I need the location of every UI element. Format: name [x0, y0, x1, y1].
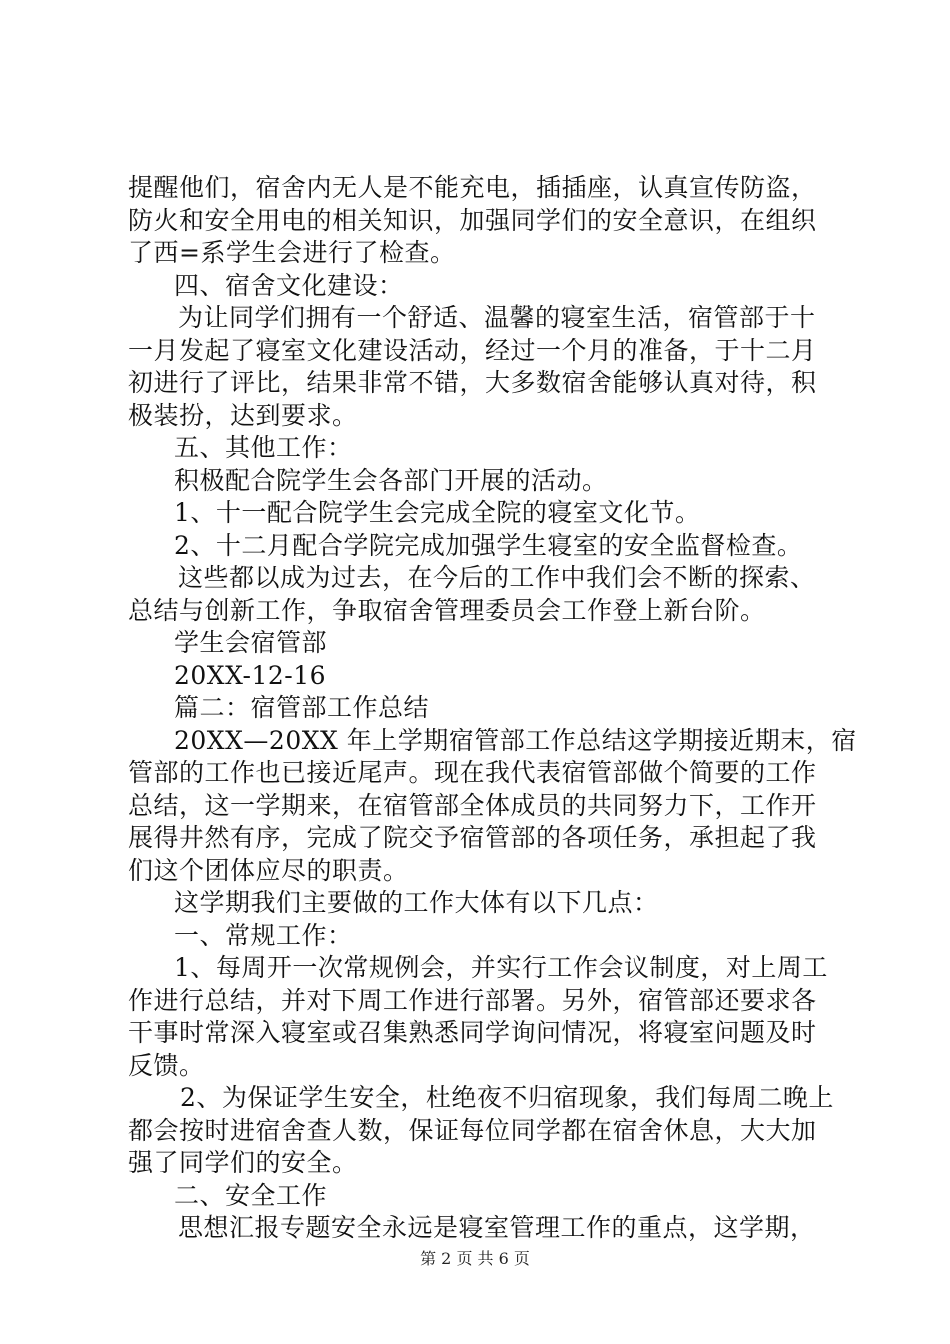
text-line: 1、十一配合院学生会完成全院的寝室文化节。 [174, 498, 701, 527]
text-line: 五、其他工作： [174, 433, 353, 462]
text-line: 初进行了评比，结果非常不错，大多数宿舍能够认真对待，积 [128, 368, 817, 397]
text-line: 二、安全工作 [174, 1180, 328, 1210]
text-line: 一、常规工作： [174, 920, 353, 950]
text-line: 防火和安全用电的相关知识，加强同学们的安全意识，在组织 [128, 205, 817, 235]
text-line: 都会按时进宿舍查人数，保证每位同学都在宿舍休息，大大加 [128, 1115, 817, 1145]
text-line: 积极配合院学生会各部门开展的活动。 [174, 465, 608, 495]
text-line: 干事时常深入寝室或召集熟悉同学询问情况，将寝室问题及时 [128, 1018, 817, 1047]
text-line: 四、宿舍文化建设： [174, 270, 404, 300]
text-line: 们这个团体应尽的职责。 [128, 855, 409, 885]
text-line: 20XX-12-16 [174, 660, 327, 690]
text-line: 一月发起了寝室文化建设活动，经过一个月的准备，于十二月 [128, 335, 817, 365]
text-line: 提醒他们，宿舍内无人是不能充电，插插座，认真宣传防盗， [128, 173, 817, 202]
text-line: 了西=系学生会进行了检查。 [128, 238, 456, 267]
text-line: 作进行总结，并对下周工作进行部署。另外，宿管部还要求各 [128, 985, 817, 1015]
text-line: 篇二：宿管部工作总结 [174, 693, 430, 722]
text-line: 极装扮，达到要求。 [128, 400, 358, 430]
text-line: 2、十二月配合学院完成加强学生寝室的安全监督检查。 [174, 530, 803, 560]
text-line: 反馈。 [128, 1050, 205, 1080]
text-line: 1、每周开一次常规例会，并实行工作会议制度，对上周工 [174, 953, 828, 982]
text-line: 这学期我们主要做的工作大体有以下几点： [174, 888, 659, 917]
text-line: 展得井然有序，完成了院交予宿管部的各项任务，承担起了我 [128, 823, 817, 852]
text-line: 总结与创新工作，争取宿舍管理委员会工作登上新台阶。 [128, 595, 766, 625]
text-line: 学生会宿管部 [174, 628, 328, 657]
text-line: 强了同学们的安全。 [128, 1148, 358, 1177]
text-line: 20XX—20XX 年上学期宿管部工作总结这学期接近期末，宿 [174, 725, 857, 755]
text-line: 这些都以成为过去，在今后的工作中我们会不断的探索、 [178, 563, 816, 592]
text-line: 思想汇报专题安全永远是寝室管理工作的重点，这学期， [178, 1213, 816, 1242]
text-line: 总结，这一学期来，在宿管部全体成员的共同努力下，工作开 [128, 790, 817, 820]
page-footer: 第 2 页 共 6 页 [420, 1249, 530, 1268]
text-line: 管部的工作也已接近尾声。现在我代表宿管部做个简要的工作 [128, 758, 817, 787]
text-line: 为让同学们拥有一个舒适、温馨的寝室生活，宿管部于十 [178, 303, 816, 332]
text-line: 2、为保证学生安全，杜绝夜不归宿现象，我们每周二晚上 [180, 1083, 834, 1112]
document-body [128, 172, 857, 1245]
